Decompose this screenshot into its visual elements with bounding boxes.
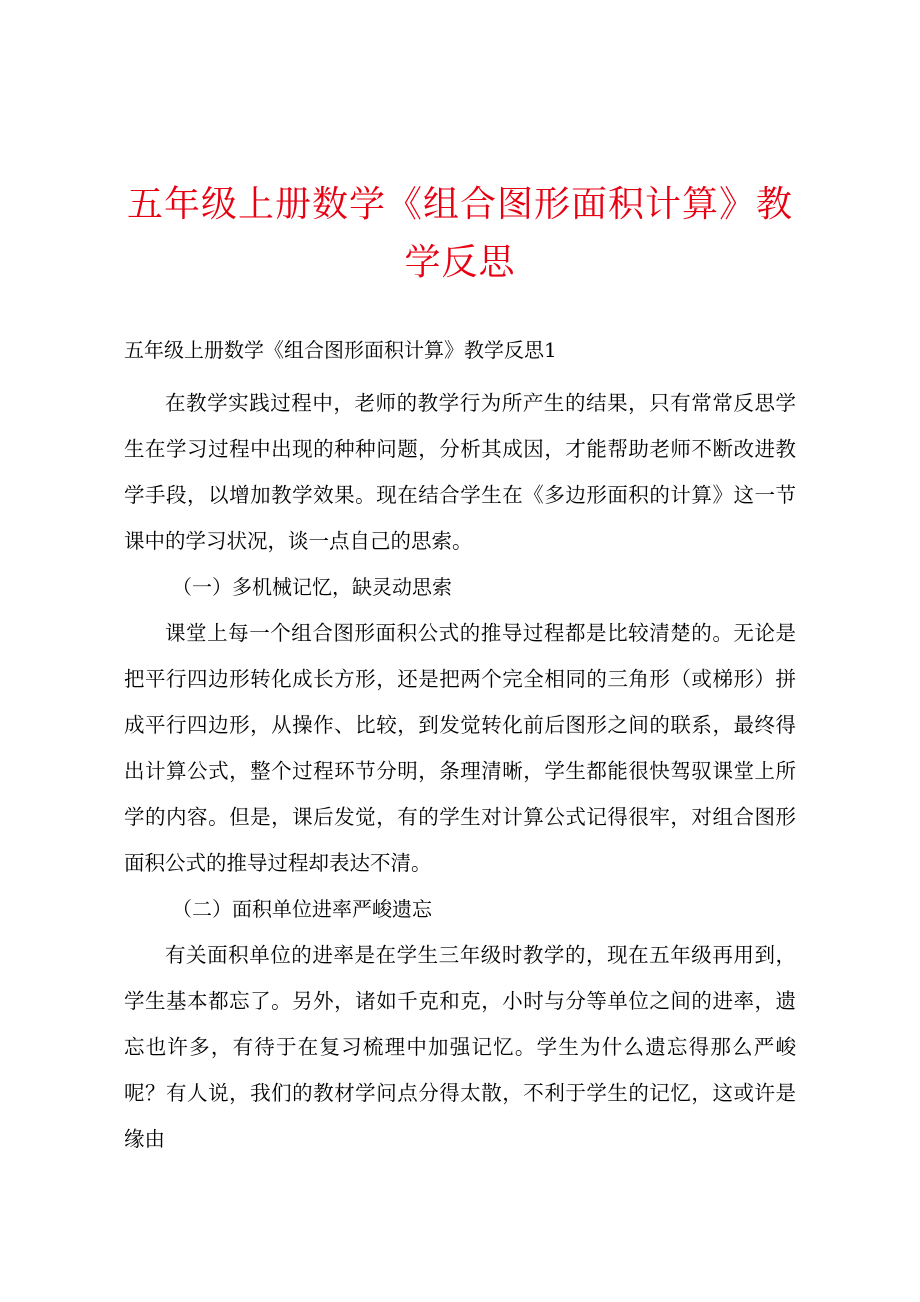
section-1-paragraph: 课堂上每一个组合图形面积公式的推导过程都是比较清楚的。无论是把平行四边形转化成长方形，还是把两个完全相同的三角形（或梯形）拼成平行四边形，从操作、比较，到发觉转化前后图形之间的联系，最终得出计算公式，整个过程环节分明，条理清晰，学生都能很快驾驭课堂上所学的内容。但是，课后发觉，有的学生对计算公式记得很牢，对组合图形面积公式的推导过程却表达不清。 bbox=[124, 621, 796, 875]
intro-paragraph: 在教学实践过程中，老师的教学行为所产生的结果，只有常常反思学生在学习过程中出现的种种问题，分析其成因，才能帮助老师不断改进教学手段，以增加教学效果。现在结合学生在《多边形面积的计算》这一节课中的学习状况，谈一点自己的思索。 bbox=[124, 391, 796, 553]
section-heading-1: （一）多机械记忆，缺灵动思索 bbox=[172, 575, 452, 599]
section-heading-2: （二）面积单位进率严峻遗忘 bbox=[172, 897, 432, 921]
section-2-paragraph: 有关面积单位的进率是在学生三年级时教学的，现在五年级再用到，学生基本都忘了。另外，诸如千克和克，小时与分等单位之间的进率，遗忘也许多，有待于在复习梳理中加强记忆。学生为什么遗忘得那么严峻呢？有人说，我们的教材学问点分得太散，不利于学生的记忆，这或许是缘由 bbox=[124, 943, 796, 1151]
document-title: 五年级上册数学《组合图形面积计算》教学反思 bbox=[126, 184, 793, 283]
document-body bbox=[124, 334, 796, 1162]
section-subtitle: 五年级上册数学《组合图形面积计算》教学反思1 bbox=[124, 338, 557, 362]
